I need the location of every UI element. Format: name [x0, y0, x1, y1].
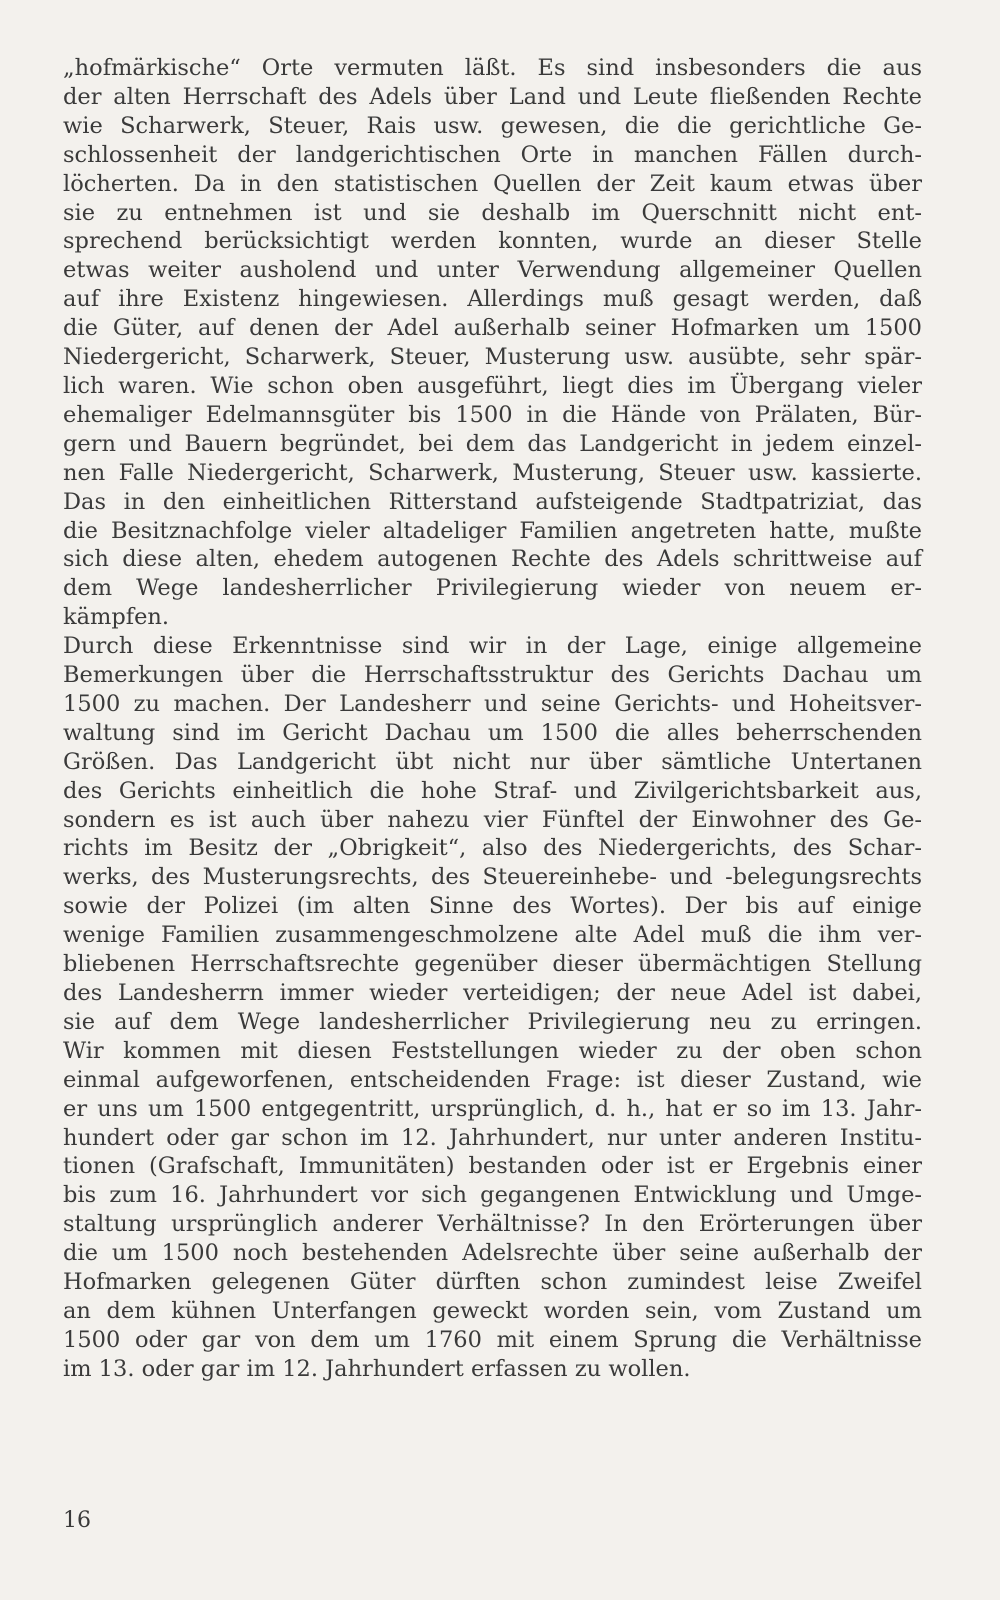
text-line: schlossenheit der landgerichtischen Orte in manchen Fällen durch- [63, 141, 922, 168]
text-line: einmal aufgeworfenen, entscheidenden Frage: ist dieser Zustand, wie [63, 1066, 922, 1093]
text-line: er uns um 1500 entgegentritt, ursprünglich, d. h., hat er so im 13. Jahr- [63, 1095, 922, 1122]
text-line: wenige Familien zusammengeschmolzene alte Adel muß die ihm ver- [63, 922, 922, 949]
page-number: 16 [63, 1508, 91, 1533]
text-line: „hofmärkische“ Orte vermuten läßt. Es sind insbesonders die aus [63, 55, 922, 81]
text-line: tionen (Grafschaft, Immunitäten) bestanden oder ist er Ergebnis einer [63, 1153, 922, 1180]
text-line: Durch diese Erkenntnisse sind wir in der Lage, einige allgemeine [63, 633, 922, 660]
text-line: richts im Besitz der „Obrigkeit“, also des Niedergerichts, des Schar- [63, 835, 922, 862]
text-line: bliebenen Herrschaftsrechte gegenüber dieser übermächtigen Stellung [63, 951, 922, 978]
text-line: sondern es ist auch über nahezu vier Fünftel der Einwohner des Ge- [63, 806, 922, 833]
text-line: sie auf dem Wege landesherrlicher Privilegierung neu zu erringen. [63, 1008, 922, 1035]
text-line: 1500 oder gar von dem um 1760 mit einem Sprung die Verhältnisse [63, 1326, 922, 1353]
text-line: an dem kühnen Unterfangen geweckt worden sein, vom Zustand um [63, 1297, 922, 1324]
text-line: der alten Herrschaft des Adels über Land und Leute fließenden Rechte [63, 83, 922, 110]
body-text [63, 54, 922, 1384]
paragraph-2 [63, 632, 922, 1384]
text-line: kämpfen. [63, 604, 170, 631]
text-line: wie Scharwerk, Steuer, Rais usw. gewesen, die die gerichtliche Ge- [63, 112, 922, 139]
text-line: 1500 zu machen. Der Landesherr und seine Gerichts- und Hoheitsver- [63, 690, 922, 717]
text-line: sie zu entnehmen ist und sie deshalb im Querschnitt nicht ent- [63, 199, 922, 226]
text-line: im 13. oder gar im 12. Jahrhundert erfassen zu wollen. [63, 1355, 691, 1382]
text-line: auf ihre Existenz hingewiesen. Allerdings muß gesagt werden, daß [63, 286, 922, 313]
text-line: die um 1500 noch bestehenden Adelsrechte über seine außerhalb der [63, 1240, 922, 1267]
text-line: waltung sind im Gericht Dachau um 1500 die alles beherrschenden [63, 719, 922, 746]
text-line: staltung ursprünglich anderer Verhältnisse? In den Erörterungen über [63, 1211, 922, 1238]
text-line: Bemerkungen über die Herrschaftsstruktur des Gerichts Dachau um [63, 662, 922, 689]
text-line: die Güter, auf denen der Adel außerhalb seiner Hofmarken um 1500 [63, 315, 922, 342]
text-line: Niedergericht, Scharwerk, Steuer, Musterung usw. ausübte, sehr spär- [63, 344, 922, 371]
text-line: dem Wege landesherrlicher Privilegierung wieder von neuem er- [63, 575, 922, 602]
text-line: die Besitznachfolge vieler altadeliger Familien angetreten hatte, mußte [63, 517, 922, 544]
text-line: etwas weiter ausholend und unter Verwendung allgemeiner Quellen [63, 257, 922, 284]
text-line: bis zum 16. Jahrhundert vor sich gegangenen Entwicklung und Umge- [63, 1182, 922, 1209]
text-line: des Gerichts einheitlich die hohe Straf- und Zivilgerichtsbarkeit aus, [63, 777, 922, 804]
text-line: sprechend berücksichtigt werden konnten, wurde an dieser Stelle [63, 228, 922, 255]
text-line: lich waren. Wie schon oben ausgeführt, liegt dies im Übergang vieler [63, 372, 922, 399]
text-line: gern und Bauern begründet, bei dem das Landgericht in jedem einzel- [63, 430, 922, 457]
text-line: des Landesherrn immer wieder verteidigen; der neue Adel ist dabei, [63, 980, 922, 1006]
text-line: Das in den einheitlichen Ritterstand aufsteigende Stadtpatriziat, das [63, 488, 922, 515]
text-line: Hofmarken gelegenen Güter dürften schon zumindest leise Zweifel [63, 1269, 922, 1296]
paragraph-1 [63, 54, 922, 632]
text-line: ehemaliger Edelmannsgüter bis 1500 in die Hände von Prälaten, Bür- [63, 401, 922, 428]
text-line: sowie der Polizei (im alten Sinne des Wortes). Der bis auf einige [63, 893, 922, 920]
text-line: hundert oder gar schon im 12. Jahrhundert, nur unter anderen Institu- [63, 1124, 922, 1151]
text-line: werks, des Musterungsrechts, des Steuereinhebe- und -belegungsrechts [63, 864, 922, 891]
text-line: sich diese alten, ehedem autogenen Rechte des Adels schrittweise auf [63, 546, 922, 573]
text-line: nen Falle Niedergericht, Scharwerk, Musterung, Steuer usw. kassierte. [63, 459, 922, 486]
text-line: Wir kommen mit diesen Feststellungen wieder zu der oben schon [63, 1037, 922, 1064]
text-line: Größen. Das Landgericht übt nicht nur über sämtliche Untertanen [63, 748, 922, 775]
text-line: löcherten. Da in den statistischen Quellen der Zeit kaum etwas über [63, 170, 922, 197]
